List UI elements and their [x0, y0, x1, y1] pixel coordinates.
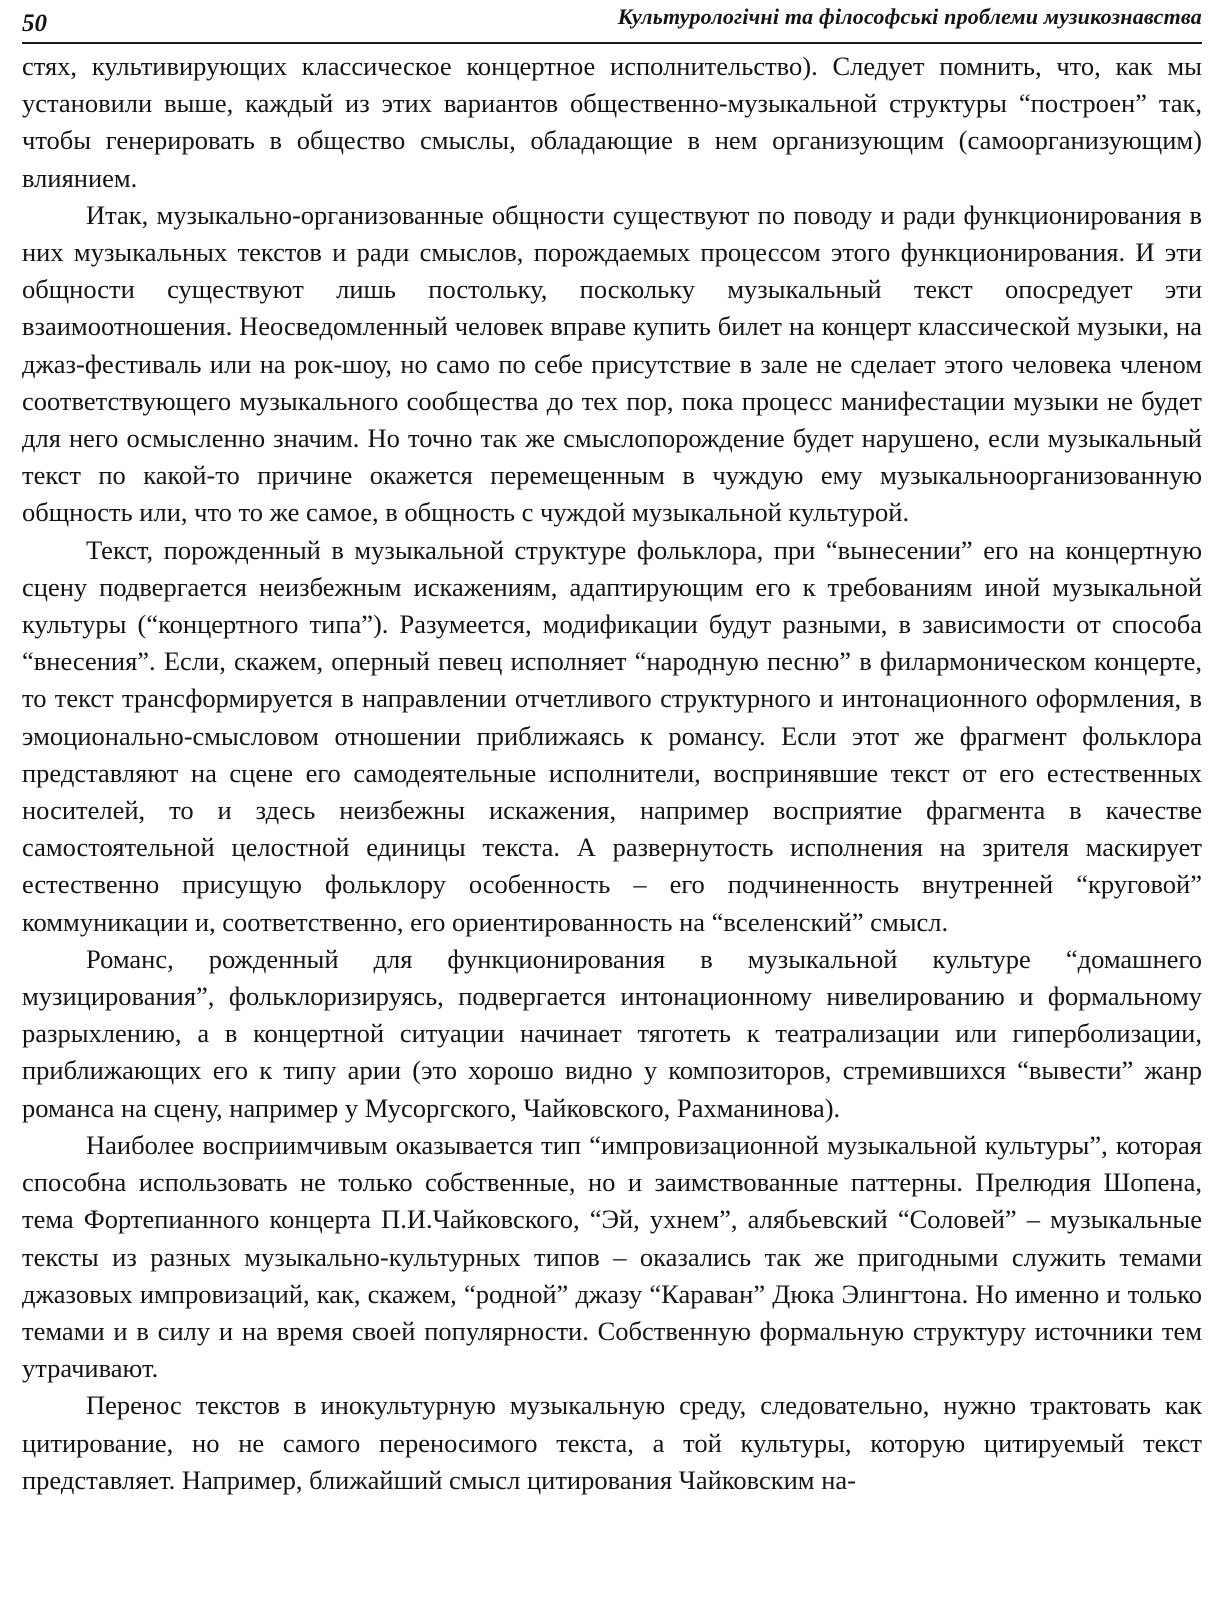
- document-page: [22, 0, 1202, 1600]
- page-number: 50: [22, 10, 47, 37]
- paragraph: Перенос текстов в инокультурную музыкальную среду, следовательно, нужно трактовать как цитирование, но не самого переносимого текста, а той культуры, которую цитируемый текст представляет. Например, ближайший смысл цитирования Чайковским на-: [22, 1390, 1202, 1495]
- paragraph-continuation: стях, культивирующих классическое концертное исполнительство). Следует помнить, что, как мы установили выше, каждый из этих вариантов общественно-музыкальной структуры “построен” так, чтобы генерировать в общество смыслы, обладающие в нем организующим (самоорганизующим) влиянием.: [22, 51, 1202, 193]
- body-text: [22, 48, 1202, 1499]
- section-title: Культурологічні та філософські проблеми музикознавства: [617, 4, 1202, 29]
- paragraph: Текст, порожденный в музыкальной структуре фольклора, при “вынесении” его на концертную сцену подвергается неизбежным искажениям, адаптирующим его к требованиям иной музыкальной культуры (“концертного типа”). Разумеется, модификации будут разными, в зависимости от способа “внесения”. Если, скажем, оперный певец исполняет “народную песню” в филармоническом концерте, то текст трансформируется в направлении отчетливого структурного и интонационного оформления, в эмоционально-смысловом отношении приближаясь к романсу. Если этот же фрагмент фольклора представляют на сцене его самодеятельные исполнители, воспринявшие текст от его естественных носителей, то и здесь неизбежны искажения, например восприятие фрагмента в качестве самостоятельной целостной единицы текста. А развернутость исполнения на зрителя маскирует естественно присущую фольклору особенность – его подчиненность внутренней “круговой” коммуникации и, соответственно, его ориентированность на “вселенский” смысл.: [22, 534, 1202, 937]
- running-header: [22, 2, 1202, 44]
- paragraph: Наиболее восприимчивым оказывается тип “импровизационной музыкальной культуры”, которая способна использовать не только собственные, но и заимствованные паттерны. Прелюдия Шопена, тема Фортепианного концерта П.И.Чайковского, “Эй, ухнем”, алябьевский “Соловей” – музыкальные тексты из разных музыкально-культурных типов – оказались так же пригодными служить темами джазовых импровизаций, как, скажем, “родной” джазу “Караван” Дюка Элингтона. Но именно и только темами и в силу и на время своей популярности. Собственную формальную структуру источники тем утрачивают.: [22, 1129, 1202, 1384]
- paragraph: Итак, музыкально-организованные общности существуют по поводу и ради функционирования в них музыкальных текстов и ради смыслов, порождаемых процессом этого функционирования. И эти общности существуют лишь постольку, поскольку музыкальный текст опосредует эти взаимоотношения. Неосведомленный человек вправе купить билет на концерт классической музыки, на джаз-фестиваль или на рок-шоу, но само по себе присутствие в зале не сделает этого человека членом соответствующего музыкального сообщества до тех пор, пока процесс манифестации музыки не будет для него осмысленно значим. Но точно так же смыслопорождение будет нарушено, если музыкальный текст по какой-то причине окажется перемещенным в чуждую ему музыкальноорганизованную общность или, что то же самое, в общность с чуждой музыкальной культурой.: [22, 199, 1202, 528]
- paragraph: Романс, рожденный для функционирования в музыкальной культуре “домашнего музицирования”, фольклоризируясь, подвергается интонационному нивелированию и формальному разрыхлению, а в концертной ситуации начинает тяготеть к театрализации или гиперболизации, приближающих его к типу арии (это хорошо видно у композиторов, стремившихся “вывести” жанр романса на сцену, например у Мусоргского, Чайковского, Рахманинова).: [22, 943, 1202, 1123]
